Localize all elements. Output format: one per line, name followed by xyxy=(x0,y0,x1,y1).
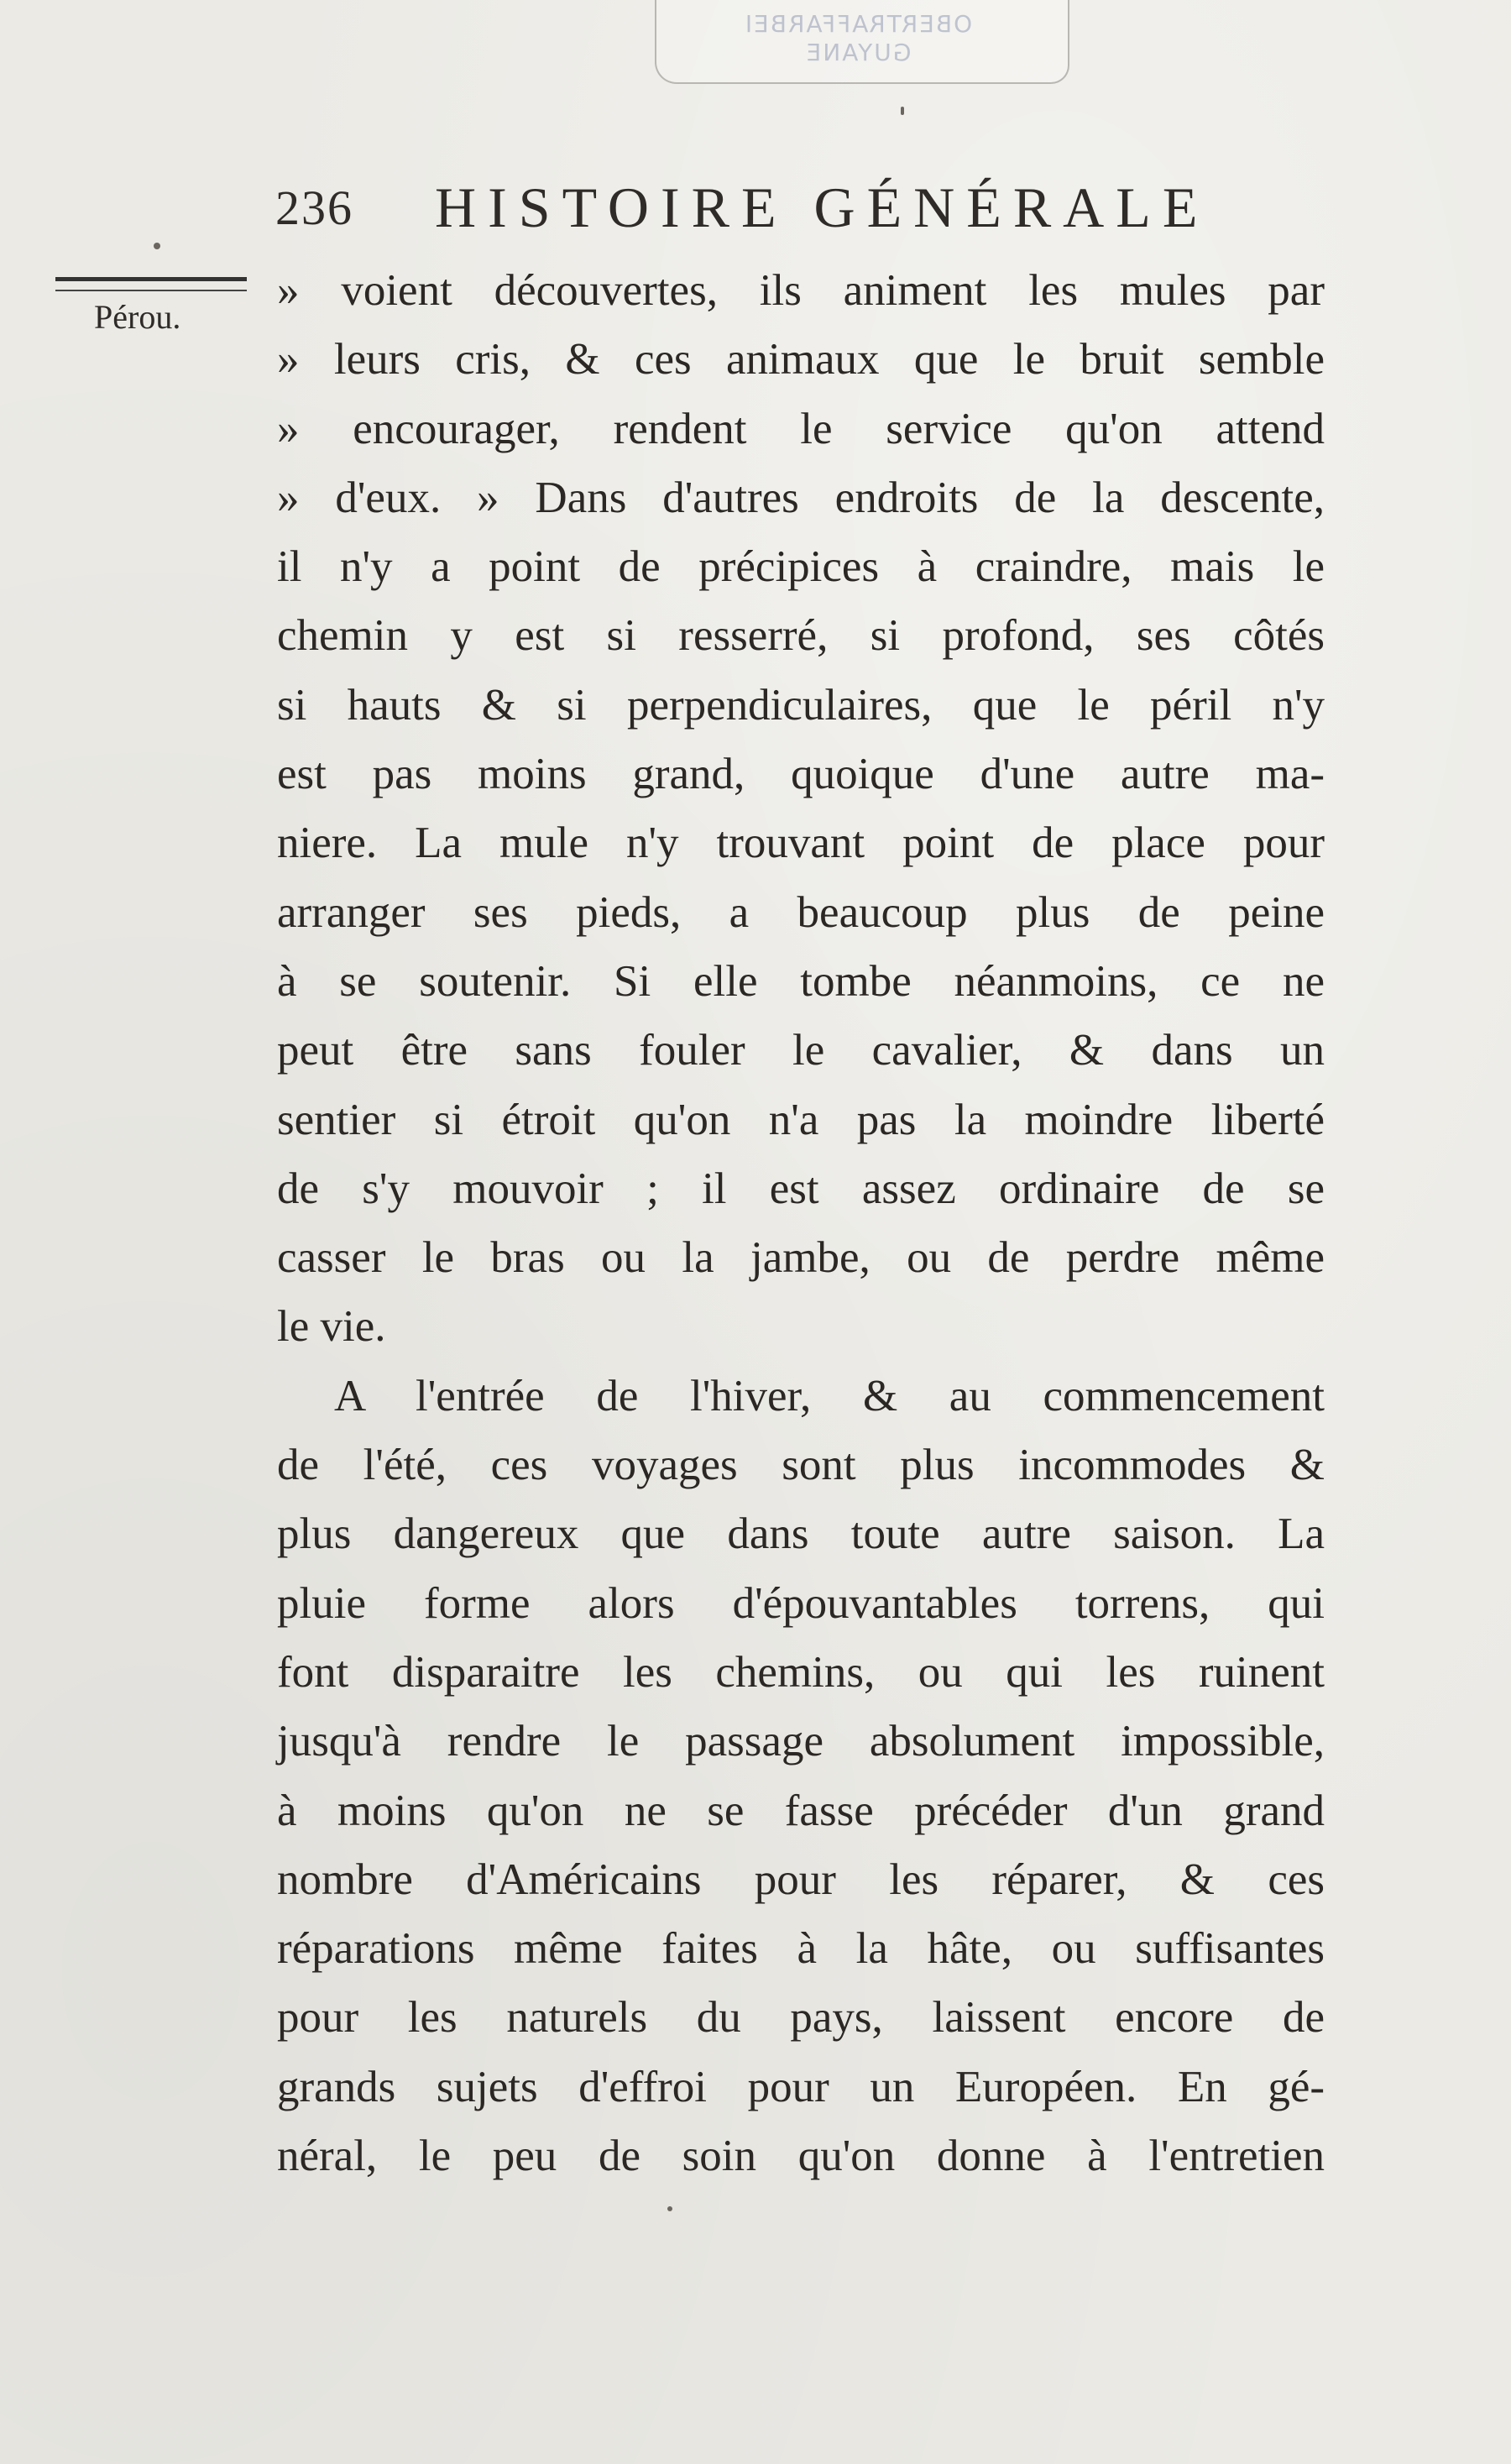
text-line: casser le bras ou la jambe, ou de perdre même xyxy=(277,1233,1325,1283)
text-line: » voient découvertes, ils animent les mules par xyxy=(277,266,1325,315)
text-line: jusqu'à rendre le passage absolument impossible, xyxy=(277,1717,1325,1766)
text-line: le vie. xyxy=(277,1302,386,1352)
text-line: de l'été, ces voyages sont plus incommodes & xyxy=(277,1441,1325,1490)
margin-note: Pérou. xyxy=(94,298,181,336)
text-line: pluie forme alors d'épouvantables torrens, qui xyxy=(277,1578,1325,1628)
text-line: » d'eux. » Dans d'autres endroits de la descente, xyxy=(277,473,1325,522)
text-line: » leurs cris, & ces animaux que le bruit semble xyxy=(277,335,1325,385)
text-line: font disparaitre les chemins, ou qui les ruinent xyxy=(277,1647,1325,1697)
text-line: chemin y est si resserré, si profond, ses côtés xyxy=(277,611,1325,661)
ink-speck xyxy=(901,107,904,115)
text-line: réparations même faites à la hâte, ou suffisantes xyxy=(277,1924,1325,1974)
text-line: plus dangereux que dans toute autre saison. La xyxy=(277,1509,1325,1559)
page-number: 236 xyxy=(275,180,353,235)
body-text xyxy=(277,256,1325,2190)
text-line: arranger ses pieds, a beaucoup plus de peine xyxy=(277,887,1325,937)
running-head xyxy=(275,175,1210,242)
text-line: à moins qu'on ne se fasse précéder d'un grand xyxy=(277,1786,1325,1835)
stamp-ghost-text xyxy=(707,10,1009,67)
text-line: de s'y mouvoir ; il est assez ordinaire de se xyxy=(277,1164,1325,1213)
text-line: niere. La mule n'y trouvant point de place pour xyxy=(277,819,1325,868)
text-line: est pas moins grand, quoique d'une autre ma- xyxy=(277,750,1325,799)
text-line: à se soutenir. Si elle tombe néanmoins, ce ne xyxy=(277,956,1325,1006)
text-line: pour les naturels du pays, laissent encore de xyxy=(277,1993,1325,2043)
text-line: nombre d'Américains pour les réparer, & ces xyxy=(277,1855,1325,1904)
text-line: sentier si étroit qu'on n'a pas la moindre liberté xyxy=(277,1095,1325,1144)
paragraph-start-line: A l'entrée de l'hiver, & au commencement xyxy=(334,1371,1325,1420)
text-line: grands sujets d'effroi pour un Européen. En gé- xyxy=(277,2062,1325,2111)
ink-speck xyxy=(154,243,160,249)
text-line: il n'y a point de précipices à craindre, mais le xyxy=(277,542,1325,592)
text-line: si hauts & si perpendiculaires, que le péril n'y xyxy=(277,680,1325,730)
running-title: HISTOIRE GÉNÉRALE xyxy=(435,175,1210,239)
library-stamp xyxy=(655,0,1069,84)
ink-speck xyxy=(667,2206,672,2211)
stamp-ghost-line2: GUYANE xyxy=(804,39,912,66)
stamp-ghost-line1: OBERTRAFFARBEI xyxy=(743,10,973,38)
text-line: peut être sans fouler le cavalier, & dans un xyxy=(277,1026,1325,1075)
text-line: » encourager, rendent le service qu'on attend xyxy=(277,404,1325,453)
text-line: néral, le peu de soin qu'on donne à l'entretien xyxy=(277,2132,1325,2181)
margin-rule xyxy=(55,277,247,291)
